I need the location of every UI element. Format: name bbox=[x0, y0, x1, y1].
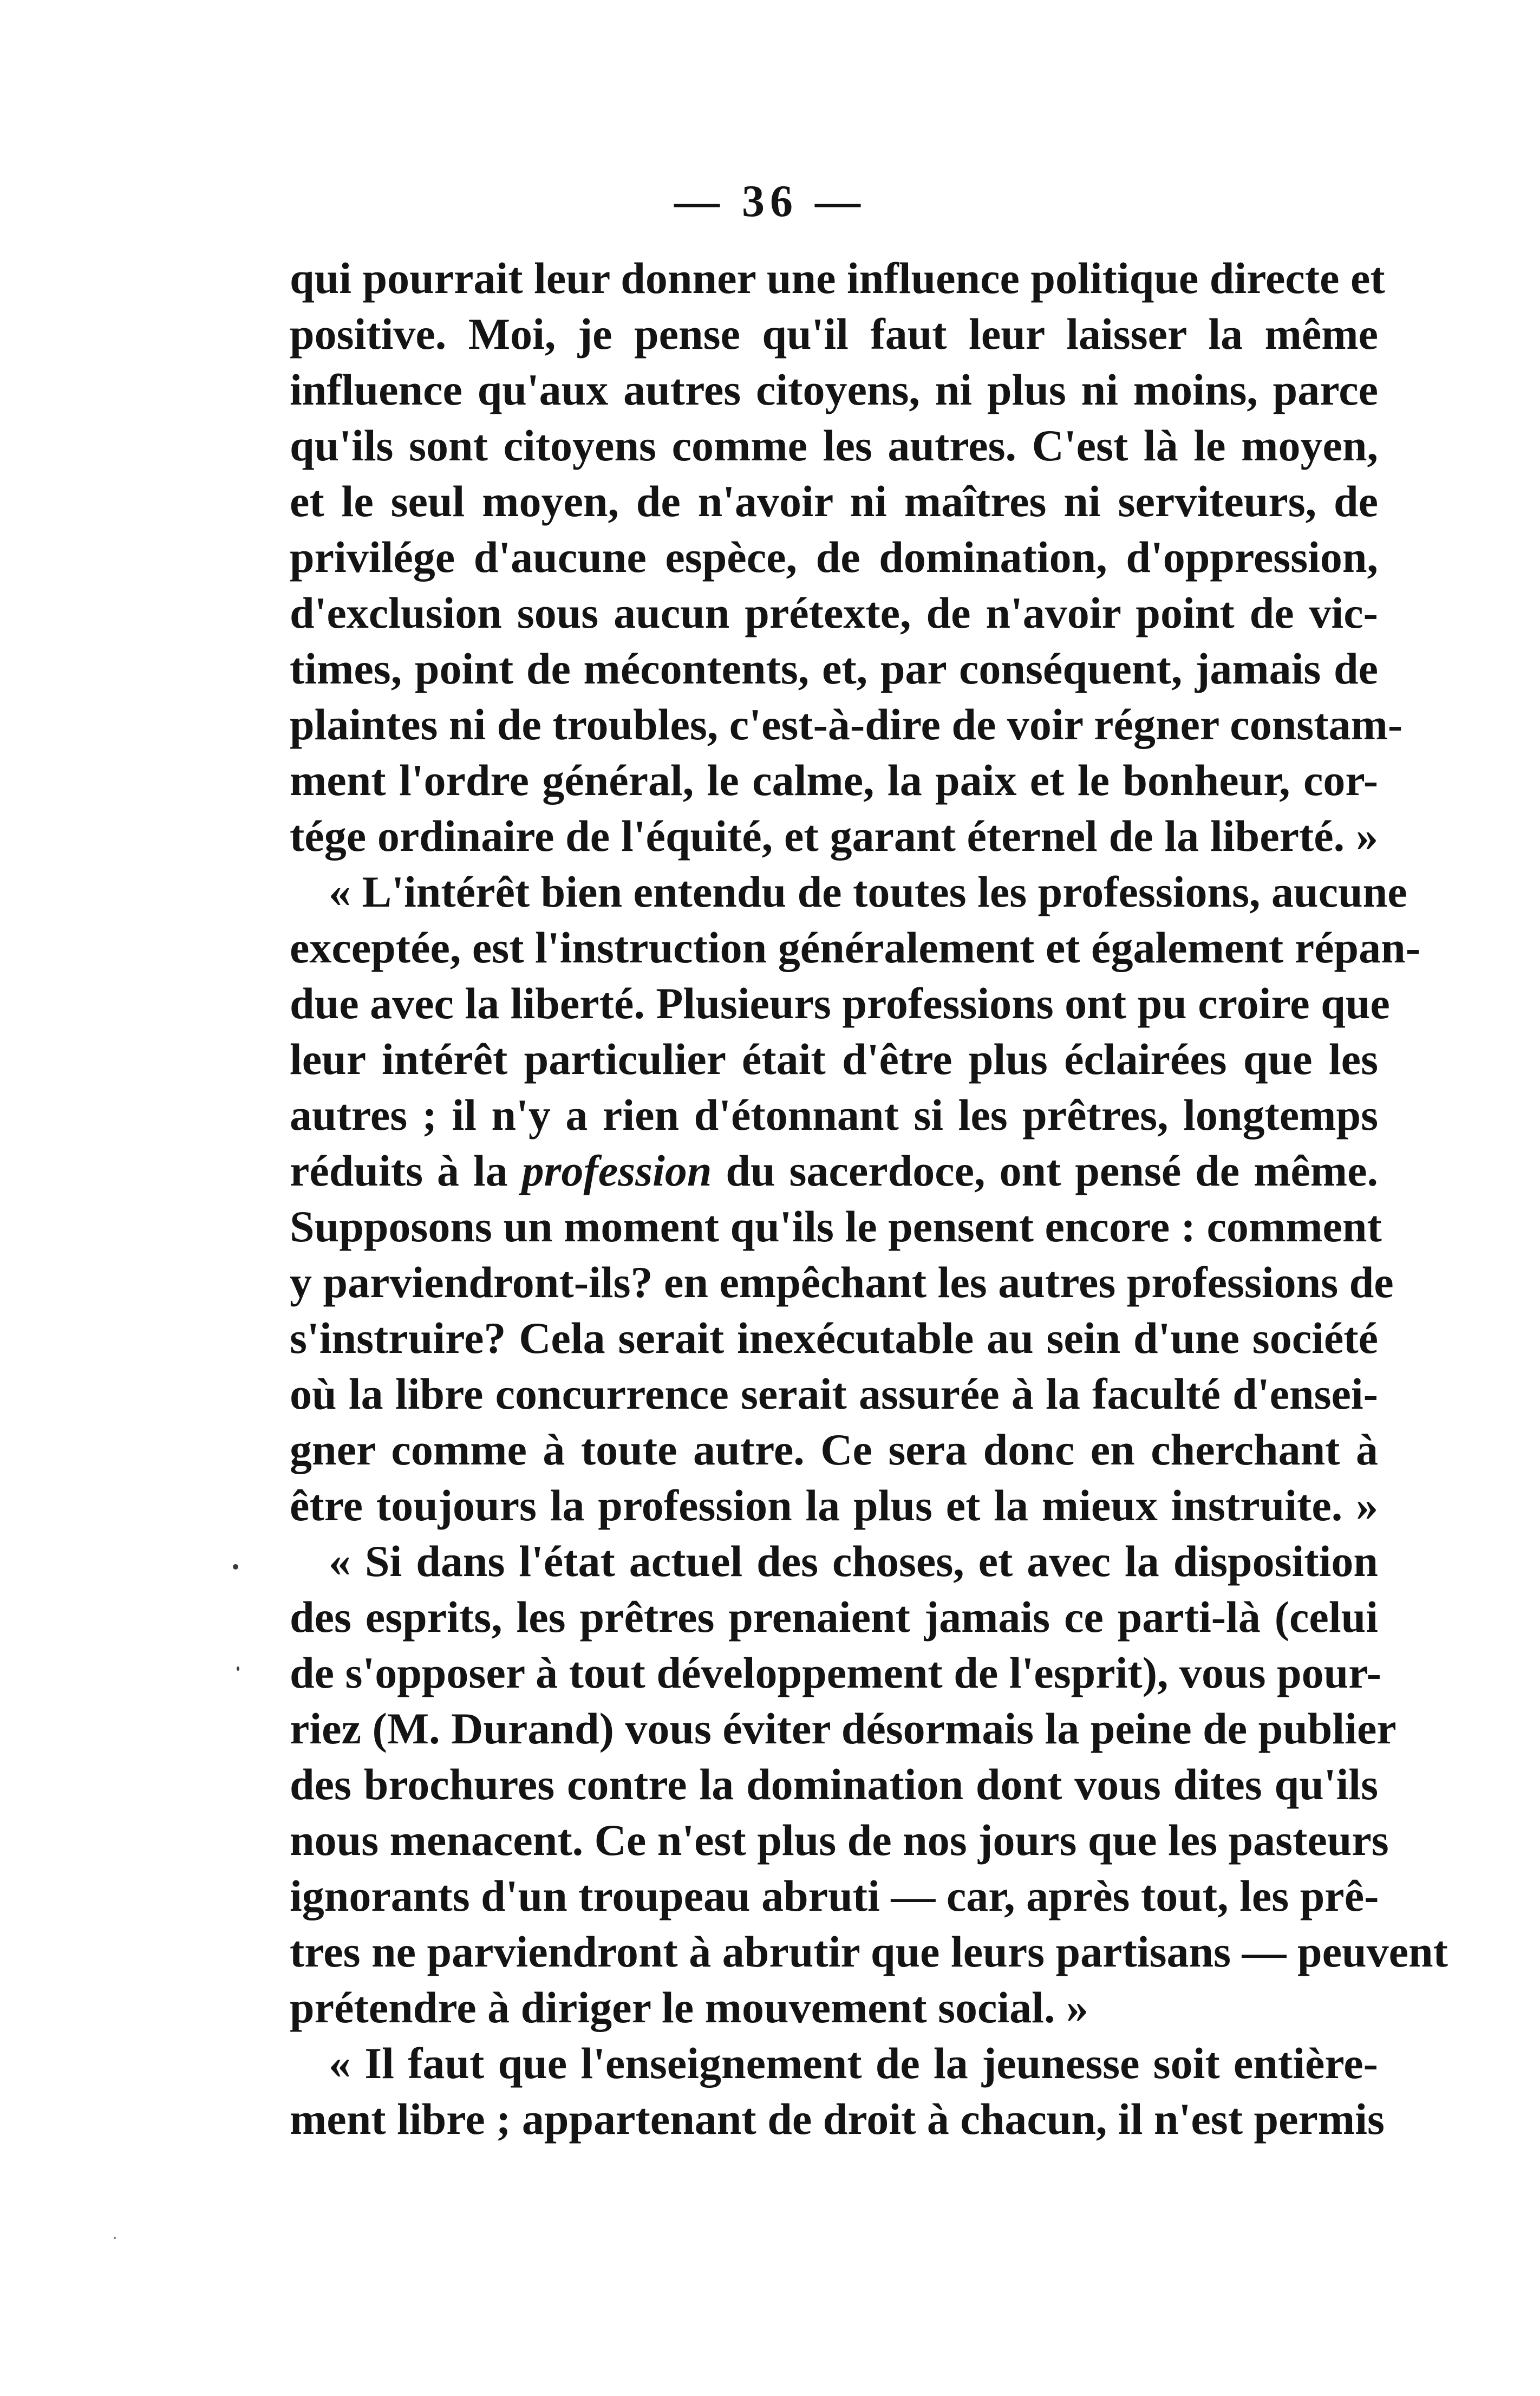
text-line: d'exclusion sous aucun prétexte, de n'avoir point de vic- bbox=[290, 588, 1378, 637]
text-line: des esprits, les prêtres prenaient jamais ce parti-là (celui bbox=[290, 1592, 1378, 1642]
text-line: plaintes ni de troubles, c'est-à-dire de voir régner constam- bbox=[290, 700, 1403, 749]
text-line: times, point de mécontents, et, par conséquent, jamais de bbox=[290, 644, 1378, 693]
text-line: qu'ils sont citoyens comme les autres. C'est là le moyen, bbox=[290, 421, 1378, 470]
line-text-after-italic: du sacerdoce, ont pensé de même. bbox=[712, 1146, 1378, 1195]
text-line: des brochures contre la domination dont vous dites qu'ils bbox=[290, 1760, 1378, 1809]
margin-mark bbox=[233, 1564, 238, 1570]
text-line: exceptée, est l'instruction généralement et également répan- bbox=[290, 923, 1421, 972]
text-line: s'instruire? Cela serait inexécutable au sein d'une société bbox=[290, 1313, 1378, 1363]
paragraph-start-line: « Si dans l'état actuel des choses, et avec la disposition bbox=[329, 1536, 1378, 1586]
text-line: ment l'ordre général, le calme, la paix et le bonheur, cor- bbox=[290, 756, 1378, 805]
margin-mark bbox=[237, 1666, 239, 1671]
text-line: leur intérêt particulier était d'être plus éclairées que les bbox=[290, 1034, 1378, 1084]
italic-word: profession bbox=[521, 1146, 712, 1195]
text-line: qui pourrait leur donner une influence politique directe et bbox=[290, 253, 1385, 303]
page-number: — 36 — bbox=[674, 176, 866, 226]
text-line: influence qu'aux autres citoyens, ni plus ni moins, parce bbox=[290, 365, 1378, 414]
text-line: gner comme à toute autre. Ce sera donc en cherchant à bbox=[290, 1425, 1378, 1474]
paragraph-end-line: prétendre à diriger le mouvement social. » bbox=[290, 1983, 1088, 2032]
text-line: de s'opposer à tout développement de l'esprit), vous pour- bbox=[290, 1648, 1381, 1697]
text-line-with-italic bbox=[290, 1143, 1378, 1199]
paper-speck bbox=[114, 2237, 116, 2239]
text-line: ment libre ; appartenant de droit à chacun, il n'est permis bbox=[290, 2094, 1385, 2144]
text-line: riez (M. Durand) vous éviter désormais la peine de publier bbox=[290, 1704, 1397, 1753]
text-line: ignorants d'un troupeau abruti — car, après tout, les prê- bbox=[290, 1871, 1379, 1920]
text-line: y parviendront-ils? en empêchant les autres professions de bbox=[290, 1258, 1394, 1307]
text-line: nous menacent. Ce n'est plus de nos jours que les pasteurs bbox=[290, 1815, 1389, 1865]
text-line: être toujours la profession la plus et la mieux instruite. » bbox=[290, 1481, 1378, 1530]
text-line: tége ordinaire de l'équité, et garant éternel de la liberté. » bbox=[290, 811, 1378, 861]
text-line: privilége d'aucune espèce, de domination, d'oppression, bbox=[290, 532, 1378, 582]
paragraph-start-line: « L'intérêt bien entendu de toutes les professions, aucune bbox=[329, 867, 1407, 916]
text-line: où la libre concurrence serait assurée à la faculté d'ensei- bbox=[290, 1369, 1378, 1418]
text-line: Supposons un moment qu'ils le pensent encore : comment bbox=[290, 1202, 1382, 1251]
text-line: tres ne parviendront à abrutir que leurs partisans — peuvent bbox=[290, 1927, 1448, 1976]
text-line: positive. Moi, je pense qu'il faut leur laisser la même bbox=[290, 309, 1378, 359]
text-line: due avec la liberté. Plusieurs professions ont pu croire que bbox=[290, 979, 1390, 1028]
line-text-before-italic: réduits à la bbox=[290, 1146, 522, 1195]
text-line: autres ; il n'y a rien d'étonnant si les prêtres, longtemps bbox=[290, 1090, 1378, 1140]
paragraph-start-line: « Il faut que l'enseignement de la jeunesse soit entière- bbox=[329, 2039, 1378, 2088]
text-line: et le seul moyen, de n'avoir ni maîtres ni serviteurs, de bbox=[290, 477, 1378, 526]
page-text bbox=[290, 250, 1448, 2147]
